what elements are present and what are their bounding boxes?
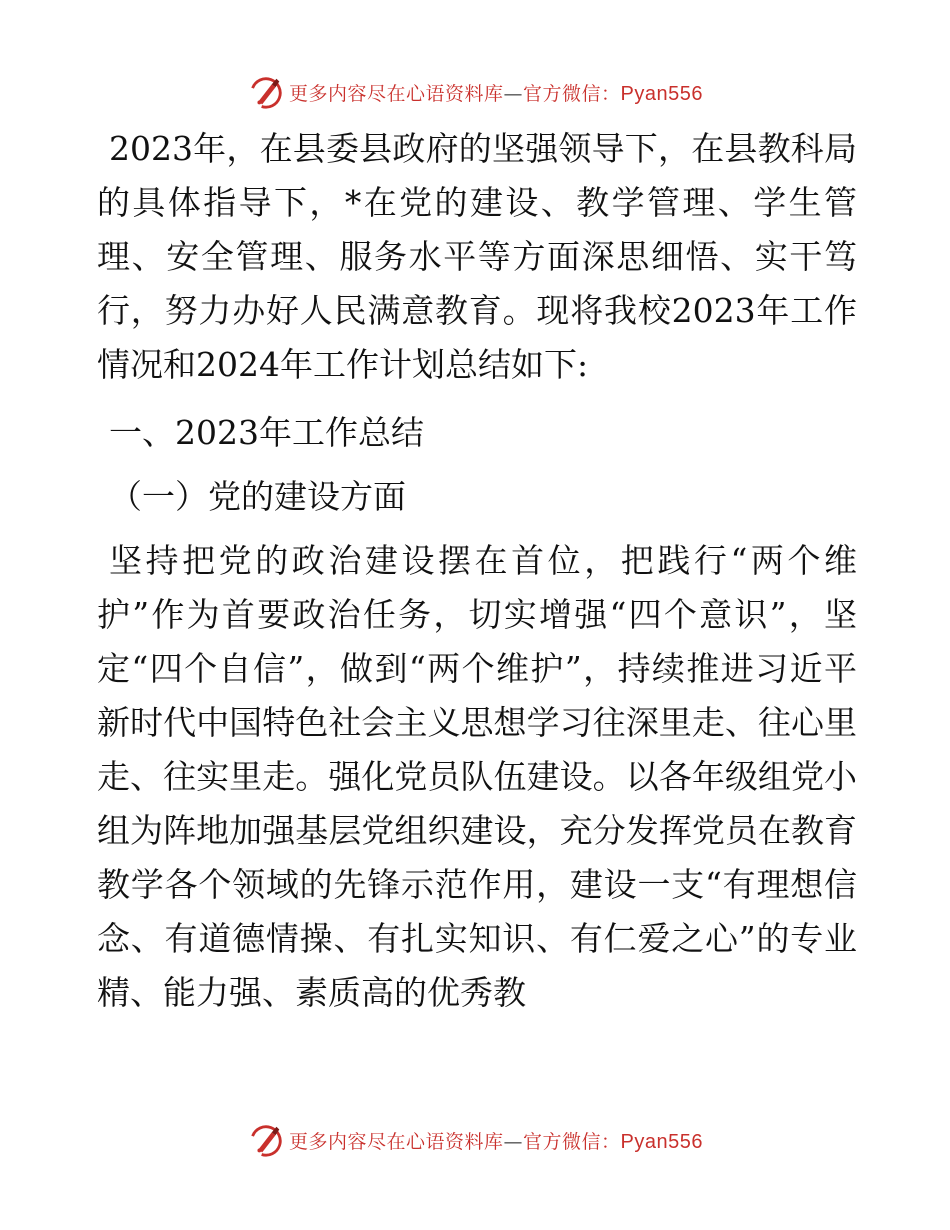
watermark-text: 更多内容尽在心语资料库—官方微信：Pyan556 — [289, 1130, 703, 1153]
section-heading: 一、2023年工作总结 — [109, 413, 424, 452]
watermark-text: 更多内容尽在心语资料库—官方微信：Pyan556 — [289, 82, 703, 105]
document-body — [97, 122, 857, 1020]
pen-logo-icon — [247, 1121, 285, 1159]
intro-paragraph: 2023年，在县委县政府的坚强领导下，在县教科局的具体指导下，*在党的建设、教学管理、学生管理、安全管理、服务水平等方面深思细悟、实干笃行，努力办好人民满意教育。现将我校2023年工作情况和2024年工作计划总结如下: — [97, 129, 857, 384]
watermark-banner-top — [0, 72, 950, 112]
pen-logo-icon — [247, 73, 285, 111]
party-building-paragraph: 坚持把党的政治建设摆在首位，把践行“两个维护”作为首要政治任务，切实增强“四个意识”，坚定“四个自信”，做到“两个维护”，持续推进习近平新时代中国特色社会主义思想学习往深里走、往心里走、往实里走。强化党员队伍建设。以各年级组党小组为阵地加强基层党组织建设，充分发挥党员在教育教学各个领域的先锋示范作用，建设一支“有理想信念、有道德情操、有扎实知识、有仁爱之心”的专业精、能力强、素质高的优秀教 — [97, 541, 857, 1012]
subsection-heading: （一）党的建设方面 — [109, 477, 406, 516]
watermark-banner-bottom — [0, 1120, 950, 1160]
